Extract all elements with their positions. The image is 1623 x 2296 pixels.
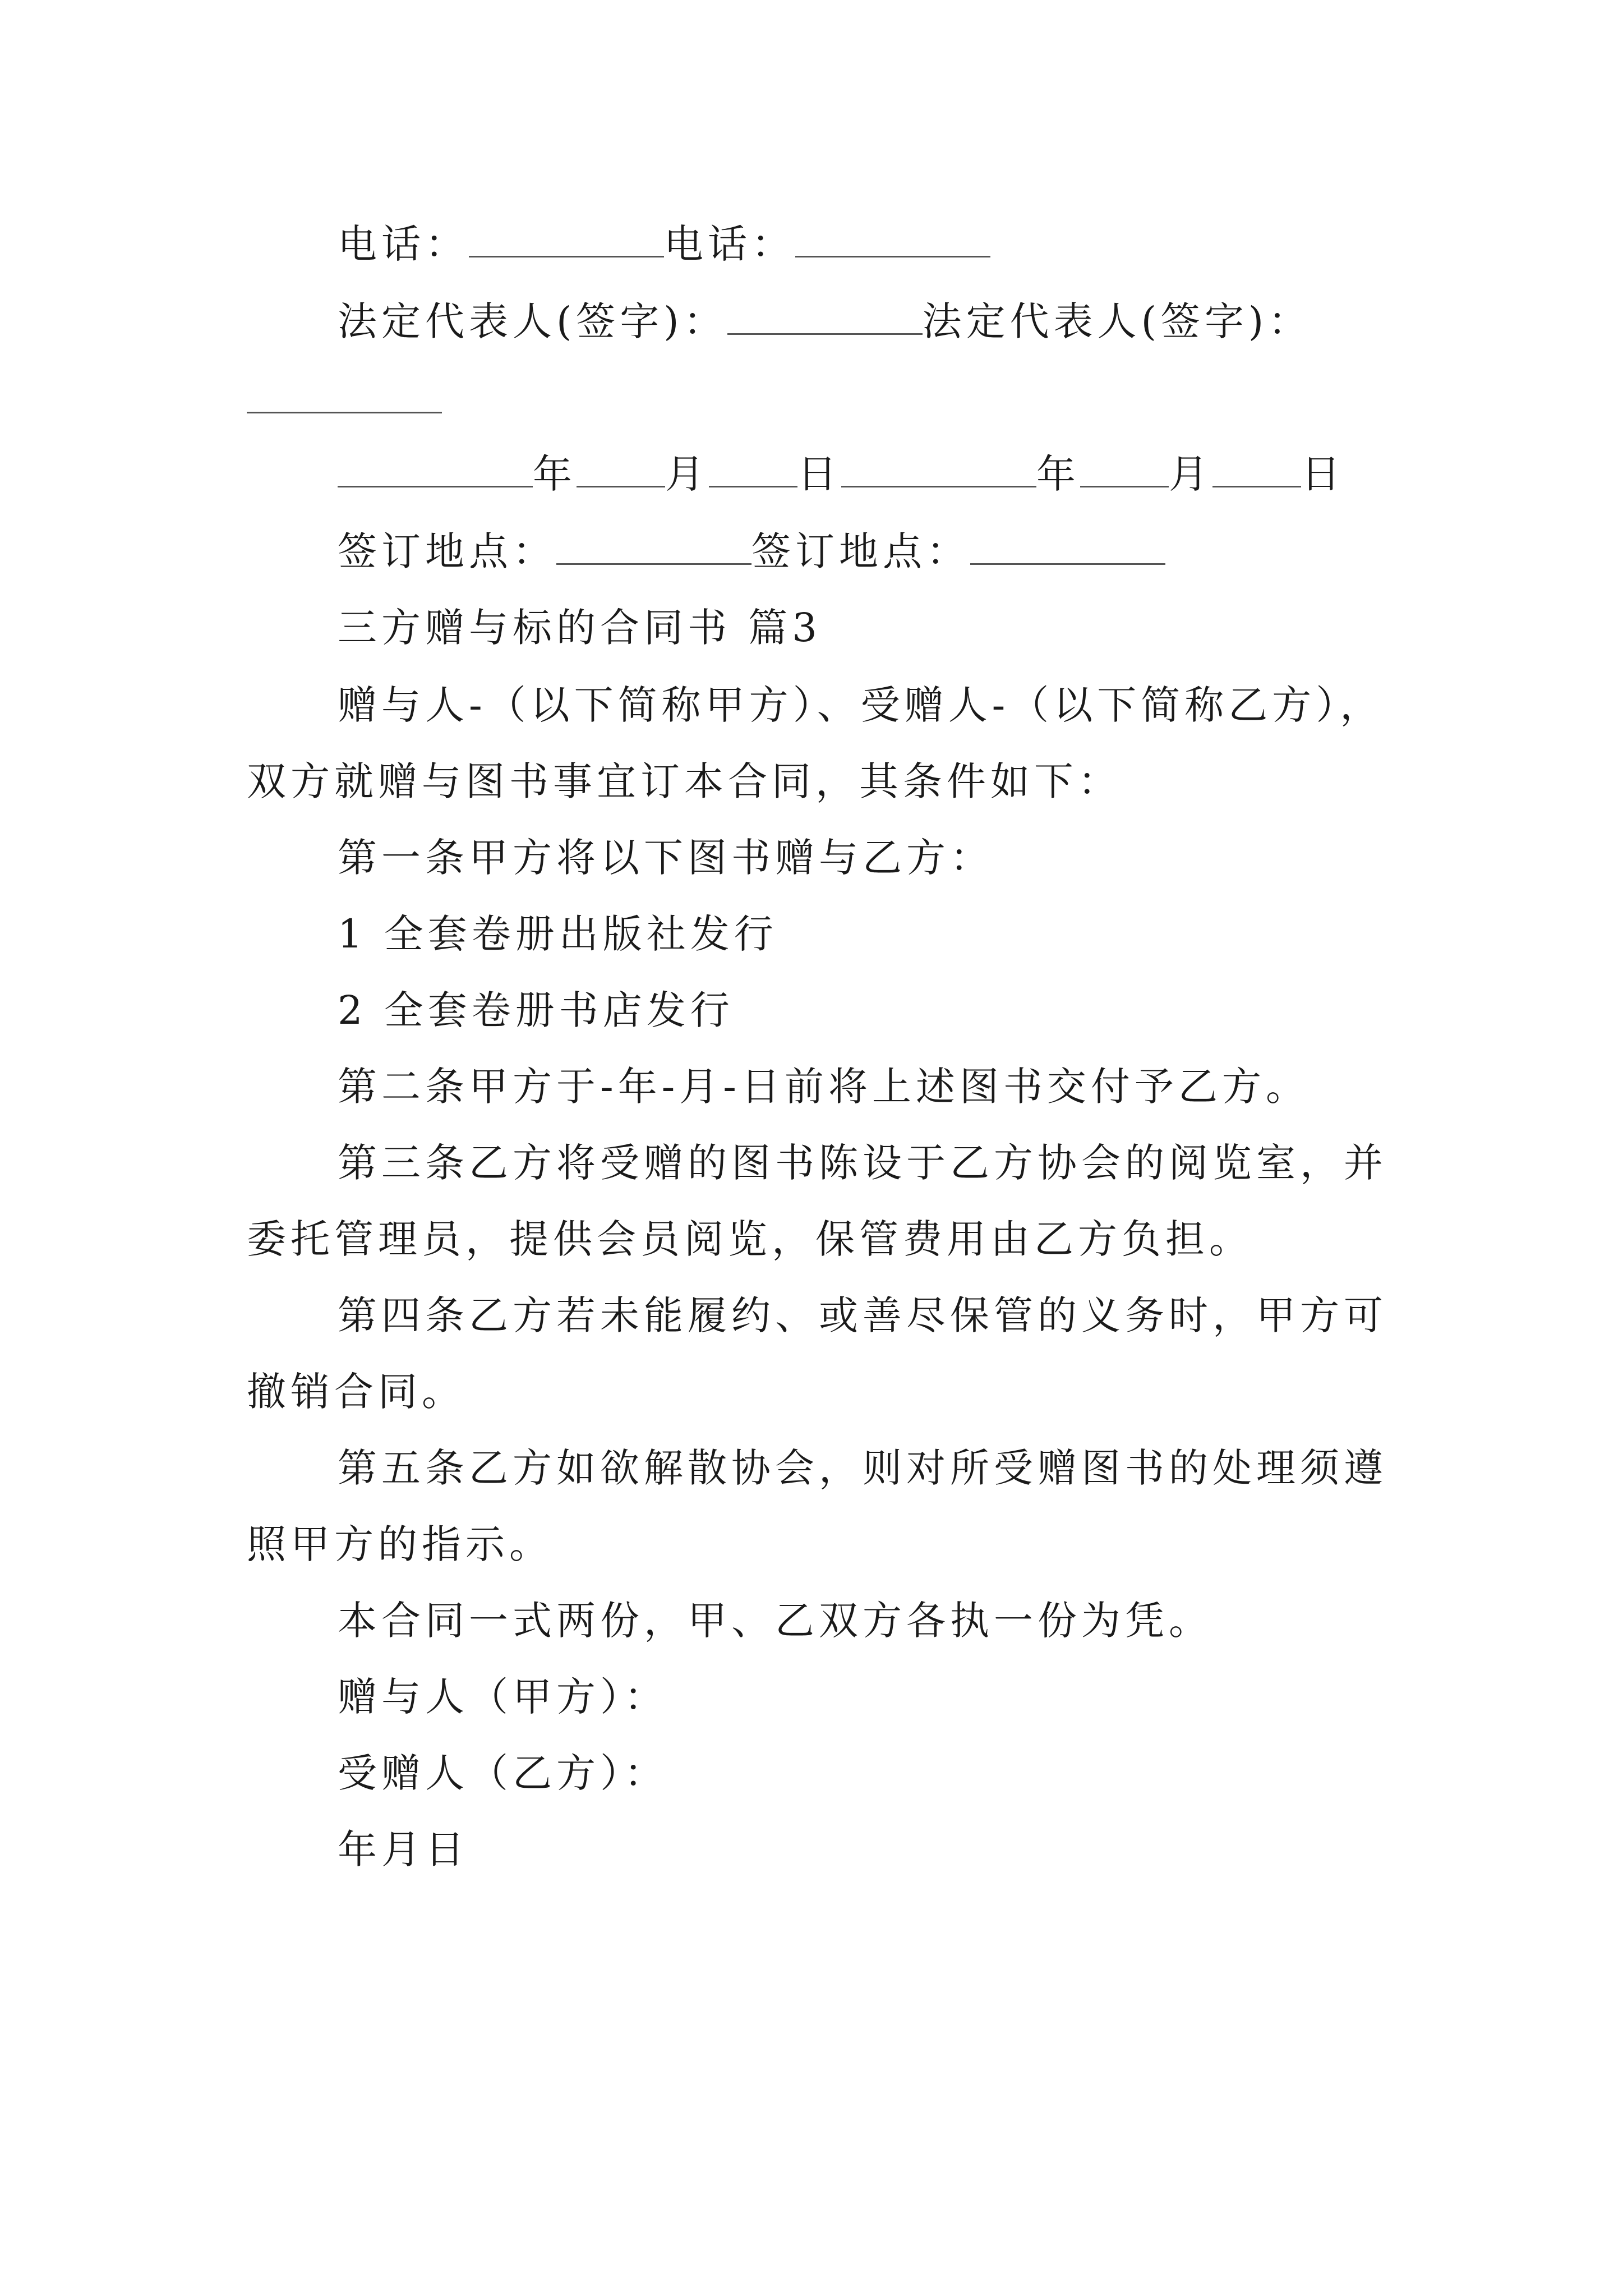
signing-date: 年月日 [338, 1826, 469, 1872]
signing-place-line [338, 526, 1165, 577]
place-label-b: 签订地点： [751, 528, 970, 574]
date-blanks-line [338, 449, 1345, 499]
article-5-line-1: 第五条乙方如欲解散协会，则对所受赠图书的处理须遵 [338, 1445, 1387, 1491]
section-title: 三方赠与标的合同书 篇3 [338, 605, 822, 651]
day-blank-b[interactable] [1212, 451, 1301, 487]
month-blank-b[interactable] [1080, 451, 1169, 487]
phone-blank-a[interactable] [469, 221, 664, 257]
phone-line [338, 219, 990, 269]
donor-signature: 赠与人（甲方）： [338, 1674, 668, 1720]
month-label-a: 月 [665, 451, 709, 497]
article-2: 第二条甲方于-年-月-日前将上述图书交付予乙方。 [338, 1064, 1310, 1110]
intro-line-1: 赠与人-（以下简称甲方）、受赠人-（以下简称乙方）， [338, 682, 1384, 728]
place-blank-b[interactable] [970, 528, 1165, 565]
month-label-b: 月 [1169, 451, 1212, 497]
legal-rep-label-b: 法定代表人(签字)： [922, 298, 1312, 344]
phone-blank-b[interactable] [795, 221, 990, 257]
book-item-1: 1 全套卷册出版社发行 [338, 911, 778, 957]
intro-line-2: 双方就赠与图书事宜订本合同，其条件如下： [247, 758, 1122, 804]
phone-label-a: 电话： [338, 221, 469, 267]
day-label-a: 日 [797, 451, 841, 497]
article-3-line-1: 第三条乙方将受赠的图书陈设于乙方协会的阅览室，并 [338, 1140, 1387, 1186]
article-4-line-1: 第四条乙方若未能履约、或善尽保管的义务时，甲方可 [338, 1292, 1387, 1338]
year-label-b: 年 [1036, 451, 1080, 497]
place-label-a: 签订地点： [338, 528, 556, 574]
place-blank-a[interactable] [556, 528, 751, 565]
day-blank-a[interactable] [709, 451, 797, 487]
article-3-line-2: 委托管理员，提供会员阅览，保管费用由乙方负担。 [247, 1216, 1253, 1262]
month-blank-a[interactable] [577, 451, 665, 487]
legal-rep-blank-b[interactable] [247, 377, 442, 413]
book-item-2: 2 全套卷册书店发行 [338, 987, 734, 1033]
year-label-a: 年 [533, 451, 577, 497]
day-label-b: 日 [1301, 451, 1345, 497]
copies-clause: 本合同一式两份，甲、乙双方各执一份为凭。 [338, 1598, 1212, 1644]
phone-label-b: 电话： [664, 221, 795, 267]
article-4-line-2: 撤销合同。 [247, 1369, 465, 1415]
legal-rep-wrap-line [247, 375, 442, 425]
legal-rep-line [338, 296, 1312, 347]
article-1: 第一条甲方将以下图书赠与乙方： [338, 835, 994, 881]
legal-rep-blank-a[interactable] [727, 298, 923, 335]
donee-signature: 受赠人（乙方）： [338, 1750, 668, 1796]
year-blank-a[interactable] [338, 451, 533, 487]
legal-rep-label-a: 法定代表人(签字)： [338, 298, 727, 344]
article-5-line-2: 照甲方的指示。 [247, 1521, 553, 1567]
year-blank-b[interactable] [841, 451, 1036, 487]
